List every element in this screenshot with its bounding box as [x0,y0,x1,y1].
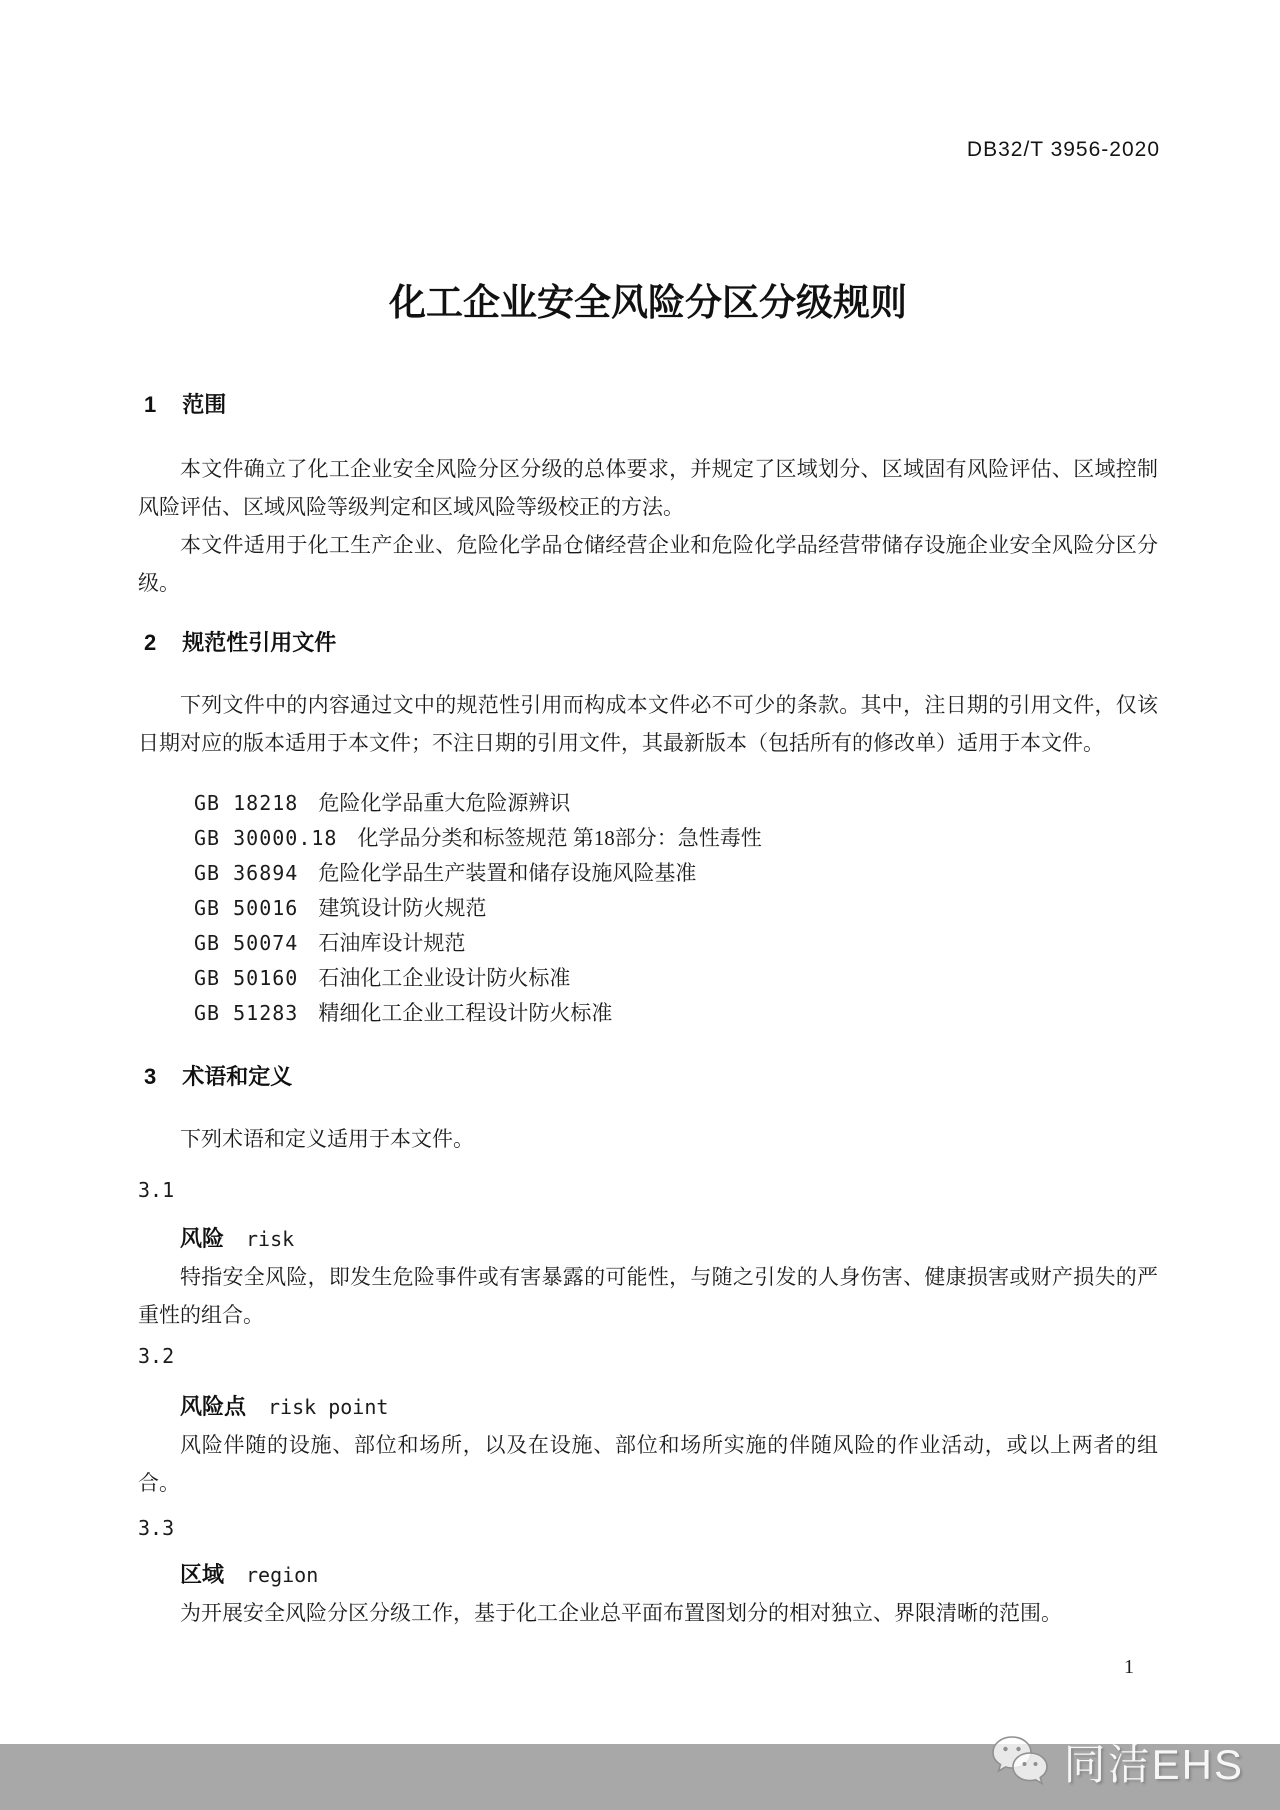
section-1-body [138,450,1158,602]
section-3-intro [138,1120,1158,1158]
reference-item [194,926,1158,961]
section-2-heading [144,626,1164,657]
paragraph: 下列术语和定义适用于本文件。 [180,1127,474,1151]
reference-item [194,996,1158,1031]
reference-item [194,961,1158,996]
page-number: 1 [1124,1656,1134,1678]
reference-title: 精细化工企业工程设计防火标准 [318,1001,613,1025]
term-cn: 区域 [180,1562,225,1587]
term-definition [138,1258,1158,1334]
paragraph: 风险伴随的设施、部位和场所，以及在设施、部位和场所实施的伴随风险的作业活动，或以上两者的组合。 [138,1433,1158,1495]
term-entry [180,1558,1158,1589]
reference-code: GB 50074 [194,931,299,955]
section-1-heading [144,388,1164,419]
term-cn: 风险 [180,1226,225,1251]
term-en: region [246,1563,319,1587]
wechat-icon [988,1733,1052,1791]
reference-item [194,786,1158,821]
reference-title: 建筑设计防火规范 [318,896,487,920]
reference-code: GB 18218 [194,791,299,815]
watermark-text: 同洁EHS [1063,1741,1244,1788]
reference-code: GB 50016 [194,896,299,920]
term-number: 3.2 [138,1344,175,1368]
section-2-label: 规范性引用文件 [182,630,337,655]
watermark [988,1732,1244,1792]
term-en: risk point [268,1395,389,1419]
term-definition [138,1426,1158,1502]
term-en: risk [246,1227,295,1251]
reference-title: 危险化学品生产装置和储存设施风险基准 [318,861,697,885]
standard-number: DB32/T 3956-2020 [966,138,1160,161]
section-3-number: 3 [144,1064,157,1089]
section-1-number: 1 [144,392,157,417]
paragraph: 下列文件中的内容通过文中的规范性引用而构成本文件必不可少的条款。其中，注日期的引用文件，仅该日期对应的版本适用于本文件；不注日期的引用文件，其最新版本（包括所有的修改单）适用于本文件。 [138,693,1158,755]
section-3-label: 术语和定义 [182,1064,293,1089]
reference-item [194,821,1158,856]
normative-references-list [194,786,1158,1031]
reference-item [194,856,1158,891]
section-2-number: 2 [144,630,157,655]
term-number: 3.3 [138,1516,175,1540]
term-entry [180,1222,1158,1253]
reference-title: 危险化学品重大危险源辨识 [318,791,571,815]
reference-title: 石油库设计规范 [318,931,466,955]
reference-code: GB 51283 [194,1001,299,1025]
reference-code: GB 50160 [194,966,299,990]
term-definition [138,1594,1158,1632]
paragraph: 为开展安全风险分区分级工作，基于化工企业总平面布置图划分的相对独立、界限清晰的范围。 [180,1601,1062,1625]
reference-item [194,891,1158,926]
term-number: 3.1 [138,1178,175,1202]
reference-code: GB 36894 [194,861,299,885]
section-1-label: 范围 [182,392,227,417]
paragraph: 本文件确立了化工企业安全风险分区分级的总体要求，并规定了区域划分、区域固有风险评估、区域控制风险评估、区域风险等级判定和区域风险等级校正的方法。 [138,457,1158,519]
section-2-body [138,686,1158,762]
reference-code: GB 30000.18 [194,826,338,850]
document-title: 化工企业安全风险分区分级规则 [389,282,907,323]
section-3-heading [144,1060,1164,1091]
reference-title: 化学品分类和标签规范 第18部分：急性毒性 [357,826,762,850]
reference-title: 石油化工企业设计防火标准 [318,966,571,990]
term-cn: 风险点 [180,1394,247,1419]
paragraph: 特指安全风险，即发生危险事件或有害暴露的可能性，与随之引发的人身伤害、健康损害或财产损失的严重性的组合。 [138,1265,1158,1327]
paragraph: 本文件适用于化工生产企业、危险化学品仓储经营企业和危险化学品经营带储存设施企业安全风险分区分级。 [138,533,1158,595]
term-entry [180,1390,1158,1421]
